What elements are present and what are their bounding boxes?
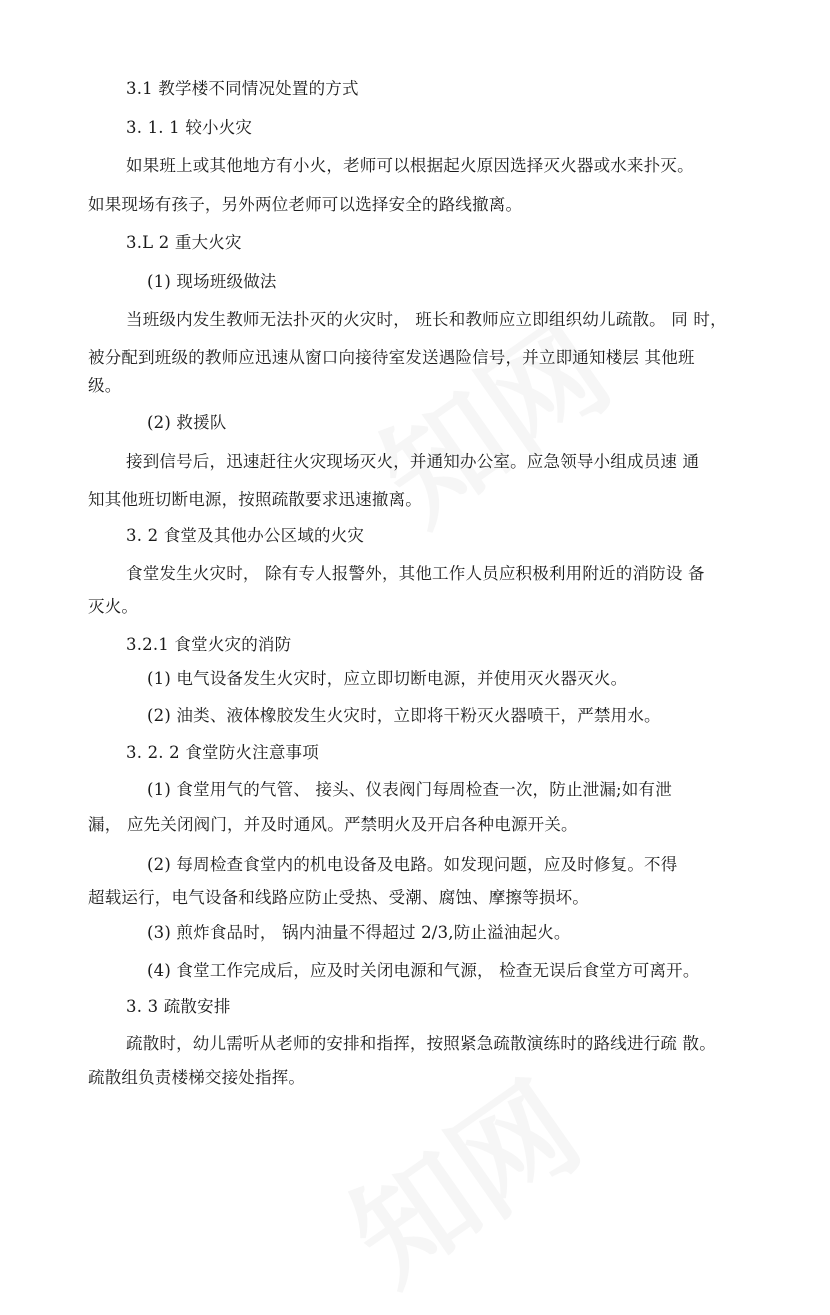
heading-3-2: 3. 2 食堂及其他办公区域的火灾 [126, 526, 365, 545]
paragraph-line: 超载运行，电气设备和线路应防止受热、受潮、腐蚀、摩擦等损坏。 [88, 888, 589, 907]
heading-3-3: 3. 3 疏散安排 [126, 997, 231, 1016]
paragraph-line: 漏， 应先关闭阀门，并及时通风。严禁明火及开启各种电源开关。 [88, 815, 578, 834]
paragraph-line: 疏散组负责楼梯交接处指挥。 [88, 1068, 306, 1087]
list-item: (2) 每周检查食堂内的机电设备及电路。如发现问题，应及时修复。不得 [147, 855, 678, 874]
heading-3-1-2: 3.L 2 重大火灾 [126, 233, 242, 252]
list-item: (3) 煎炸食品时， 锅内油量不得超过 2/3,防止溢油起火。 [147, 923, 571, 942]
list-item: (2) 油类、液体橡胶发生火灾时，立即将干粉灭火器喷干，严禁用水。 [147, 706, 661, 725]
heading-3-2-2: 3. 2. 2 食堂防火注意事项 [126, 743, 319, 762]
subheading-item: (1) 现场班级做法 [147, 272, 277, 291]
paragraph-line: 如果班上或其他地方有小火，老师可以根据起火原因选择灭火器或水来扑灭。 [126, 156, 694, 175]
paragraph-line: 灭火。 [88, 597, 139, 616]
subheading-item: (2) 救援队 [147, 413, 227, 432]
paragraph-line: 食堂发生火灾时， 除有专人报警外，其他工作人员应积极利用附近的消防设 备 [126, 564, 705, 583]
paragraph-line: 如果现场有孩子，另外两位老师可以选择安全的路线撤离。 [88, 195, 523, 214]
paragraph-line: 知其他班切断电源，按照疏散要求迅速撤离。 [88, 490, 422, 509]
paragraph-line: 当班级内发生教师无法扑灭的火灾时， 班长和教师应立即组织幼儿疏散。 同 时， [126, 310, 727, 329]
paragraph-line: 接到信号后，迅速赶往火灾现场灭火，并通知办公室。应急领导小组成员速 通 [126, 452, 700, 471]
heading-3-2-1: 3.2.1 食堂火灾的消防 [126, 635, 292, 654]
watermark-bottom [312, 1037, 607, 1315]
heading-3-1: 3.1 教学楼不同情况处置的方式 [126, 79, 359, 98]
paragraph-line: 被分配到班级的教师应迅速从窗口向接待室发送遇险信号，并立即通知楼层 其他班 [88, 348, 695, 367]
list-item: (1) 电气设备发生火灾时，应立即切断电源，并使用灭火器灭火。 [147, 669, 628, 688]
paragraph-line: 级。 [88, 376, 122, 395]
heading-3-1-1: 3. 1. 1 较小火灾 [126, 118, 253, 137]
paragraph-line: 疏散时，幼儿需听从老师的安排和指挥，按照紧急疏散演练时的路线进行疏 散。 [126, 1034, 716, 1053]
list-item: (1) 食堂用气的气管、 接头、仪表阀门每周检查一次，防止泄漏;如有泄 [147, 780, 672, 799]
list-item: (4) 食堂工作完成后，应及时关闭电源和气源， 检查无误后食堂方可离开。 [147, 961, 700, 980]
